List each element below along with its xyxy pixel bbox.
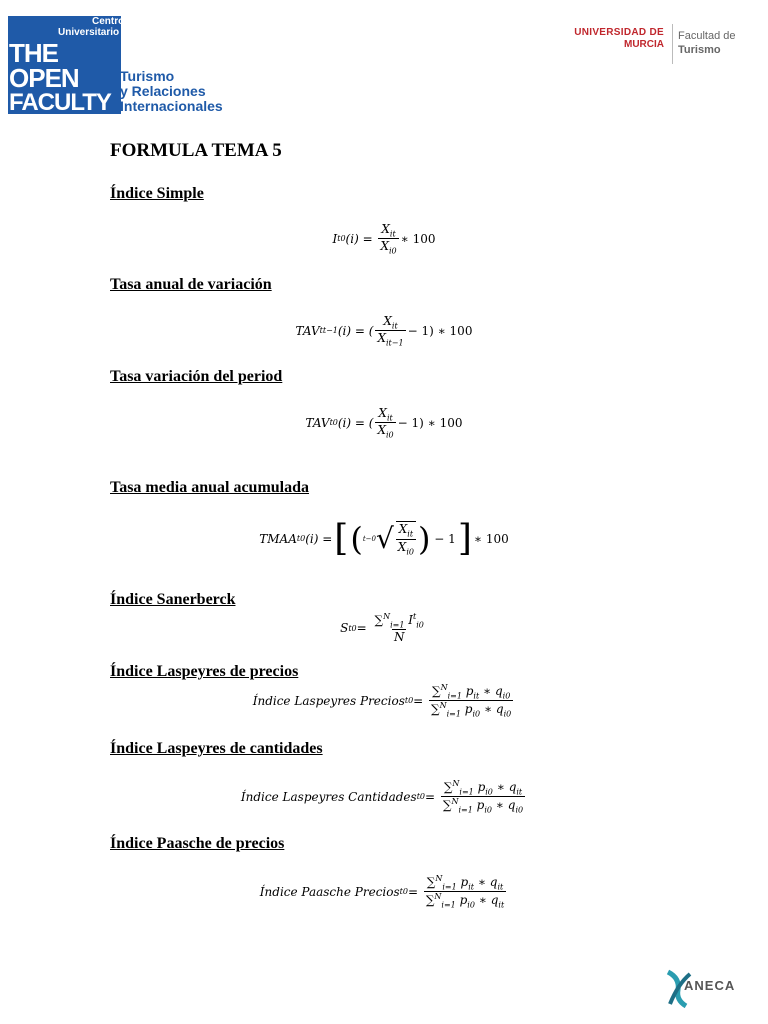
logo-centro: Centro: [92, 16, 125, 27]
logo-universitario: Universitario: [58, 27, 120, 38]
heading-tasa-variacion-period: Tasa variación del period: [110, 368, 283, 385]
the-open-faculty-logo: [8, 16, 223, 116]
formula-tasa-anual: TAV t t−1 (i) = ( $\frac{X_{it}}{X_{it-1}}$ − 1) ∗ 100: [295, 314, 473, 348]
universidad-murcia-logo: [576, 24, 752, 68]
logo-sub-internacionales: Internacionales: [120, 98, 223, 114]
heading-laspeyres-precios: Índice Laspeyres de precios: [110, 663, 299, 680]
um-line2: MURCIA: [624, 39, 664, 50]
heading-tasa-media: Tasa media anual acumulada: [110, 479, 310, 496]
logo-sub-relaciones: y Relaciones: [120, 83, 206, 99]
heading-indice-simple: Índice Simple: [110, 185, 204, 202]
logo-divider: [672, 24, 673, 64]
page-title: FORMULA TEMA 5: [110, 140, 282, 161]
formula-label-laspeyres-precios: Índice Laspeyres Precios: [252, 693, 405, 708]
formula-laspeyres-precios: Índice Laspeyres Precios t 0 = $\frac{\sum^N_{i=1} p_{it} ∗ q_{i0}}{\sum^N_{i=1} p_{i0} ∗ q_{i0}}$: [252, 683, 512, 719]
aneca-logo: [664, 968, 754, 1010]
formula-indice-simple: I t 0 (i) = $\frac{X_{it}}{X_{i0}}$ ∗ 100: [332, 222, 436, 256]
heading-paasche-precios: Índice Paasche de precios: [110, 835, 285, 852]
um-line1: UNIVERSIDAD DE: [574, 27, 664, 38]
formula-label-laspeyres-cantidades: Índice Laspeyres Cantidades: [240, 789, 417, 804]
logo-sub-turismo: Turismo: [120, 68, 175, 84]
formula-tasa-variacion-period: TAV t 0 (i) = ( $\frac{X_{it}}{X_{i0}}$ − 1) ∗ 100: [305, 406, 463, 440]
heading-laspeyres-cantidades: Índice Laspeyres de cantidades: [110, 740, 323, 757]
heading-tasa-anual: Tasa anual de variación: [110, 276, 272, 293]
formula-label-paasche-precios: Índice Paasche Precios: [259, 884, 400, 899]
aneca-text: ANECA: [684, 978, 736, 993]
facultad-line1: Facultad de: [678, 30, 736, 42]
formula-paasche-precios: Índice Paasche Precios t 0 = $\frac{\sum^N_{i=1} p_{it} ∗ q_{it}}{\sum^N_{i=1} p_{i0} ∗ q_{it}}$: [259, 874, 505, 910]
logo-line-faculty: FACULTY: [9, 89, 111, 116]
formula-laspeyres-cantidades: Índice Laspeyres Cantidades t 0 = $\frac{\sum^N_{i=1} p_{i0} ∗ q_{it}}{\sum^N_{i=1} p_{i0} ∗ q_{i0}}$: [240, 779, 524, 815]
logo-line-the: THE: [9, 38, 58, 68]
logo-line-open: OPEN: [9, 63, 79, 93]
formula-indice-sanerberck: S t 0 = $\frac{\sum^N_{i=1} I^t_{i0}}{N}$: [340, 612, 424, 645]
logo-block: [8, 16, 125, 116]
facultad-line2: Turismo: [678, 44, 721, 56]
logo-subtitle: [120, 69, 223, 114]
heading-indice-sanerberck: Índice Sanerberck: [110, 591, 236, 608]
formula-tasa-media: TMAA t 0 (i) = [ ( t−0 √ $\frac{X_{it}}{X_{i0}}$ ) − 1 ] ∗ 100: [259, 518, 509, 559]
